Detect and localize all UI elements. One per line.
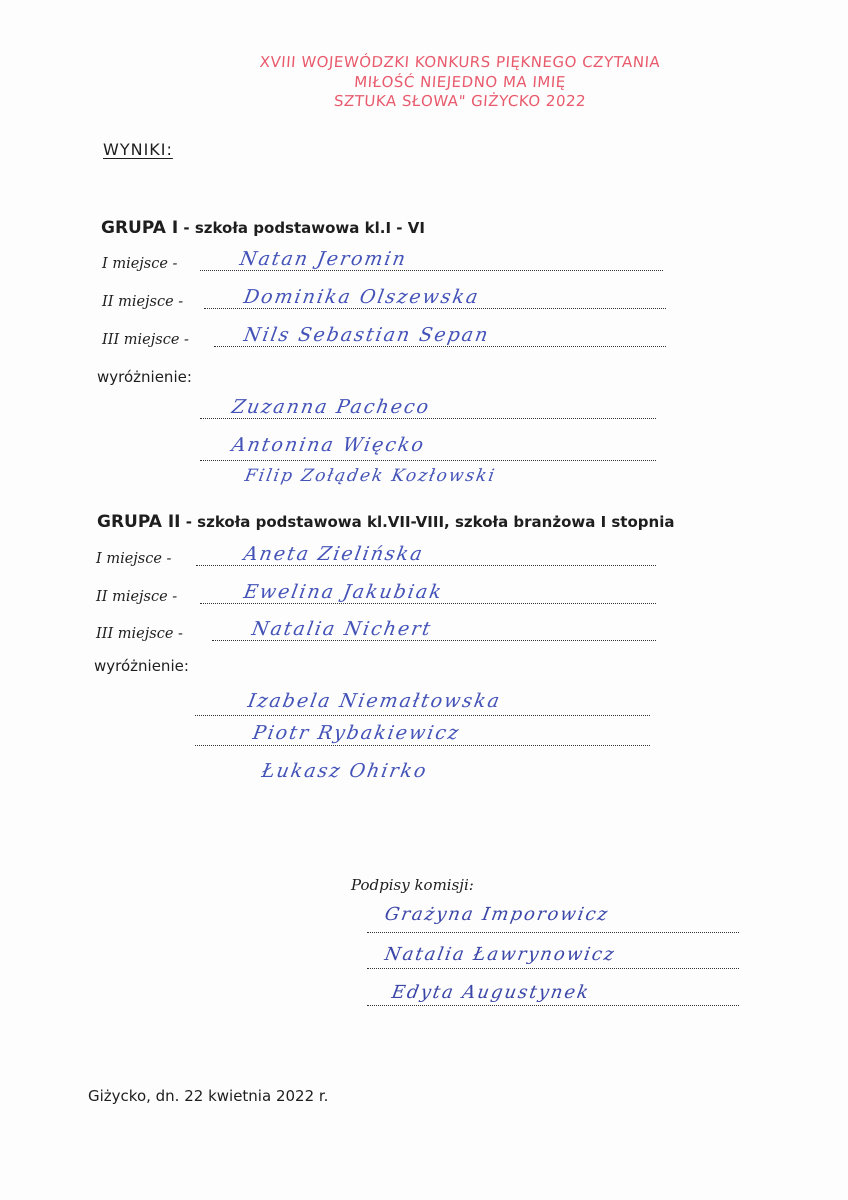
group-2-heading — [97, 512, 674, 532]
group-1-second-place-row — [0, 288, 848, 314]
group-2-third-place-label: III miejsce - — [96, 626, 183, 642]
group-2-distinction-2-name: Piotr Rybakiewicz — [251, 722, 463, 744]
group-2-subtitle: - szkoła podstawowa kl.VII-VIII, szkoła branżowa I stopnia — [180, 513, 675, 531]
group-2-title: GRUPA II — [97, 512, 181, 532]
group-1-subtitle: - szkoła podstawowa kl.I - VI — [178, 219, 425, 237]
group-1-distinction-2-name: Antonina Więcko — [230, 434, 428, 456]
group-2-second-place-row — [0, 583, 848, 609]
group-2-first-place-label: I miejsce - — [96, 551, 172, 567]
group-1-title: GRUPA I — [101, 218, 179, 238]
group-1-third-place-row — [0, 326, 848, 352]
group-1-first-place-row — [0, 250, 848, 276]
group-1-heading — [101, 218, 425, 238]
group-1-first-place-name: Natan Jeromin — [238, 248, 409, 270]
contest-title-line-3: SZTUKA SŁOWA" GIŻYCKO 2022 — [333, 92, 587, 110]
group-2-distinction-1-name: Izabela Niemałtowska — [246, 690, 504, 712]
contest-title-line-2: MIŁOŚĆ NIEJEDNO MA IMIĘ — [353, 73, 567, 91]
group-1-distinction-3-name: Filip Zołądek Kozłowski — [243, 466, 498, 486]
group-1-second-place-name: Dominika Olszewska — [242, 286, 482, 308]
signature-1: Grażyna Imporowicz — [383, 904, 611, 925]
group-1-second-place-label: II miejsce - — [102, 294, 184, 310]
contest-title-line-1: XVIII WOJEWÓDZKI KONKURS PIĘKNEGO CZYTANIA — [259, 53, 661, 71]
group-2-second-place-label: II miejsce - — [96, 589, 178, 605]
group-2-distinction-3-name: Łukasz Ohirko — [260, 760, 430, 782]
signature-2: Natalia Ławrynowicz — [383, 944, 618, 965]
signature-3: Edyta Augustynek — [390, 982, 592, 1003]
group-2-distinction-label: wyróżnienie: — [94, 657, 189, 675]
group-2-first-place-row — [0, 545, 848, 571]
committee-label: Podpisy komisji: — [351, 876, 474, 894]
group-1-third-place-label: III miejsce - — [102, 332, 189, 348]
results-heading: WYNIKI: — [103, 140, 173, 159]
group-2-first-place-name: Aneta Zielińska — [242, 543, 426, 565]
group-2-second-place-name: Ewelina Jakubiak — [242, 581, 445, 603]
group-1-distinction-1-name: Zuzanna Pacheco — [230, 396, 433, 418]
group-2-third-place-name: Natalia Nichert — [250, 618, 434, 640]
group-1-distinction-label: wyróżnienie: — [97, 368, 192, 386]
group-1-first-place-label: I miejsce - — [102, 256, 178, 272]
date-place-footer: Giżycko, dn. 22 kwietnia 2022 r. — [88, 1087, 329, 1105]
group-1-third-place-name: Nils Sebastian Sepan — [242, 324, 492, 346]
group-2-third-place-row — [0, 620, 848, 646]
